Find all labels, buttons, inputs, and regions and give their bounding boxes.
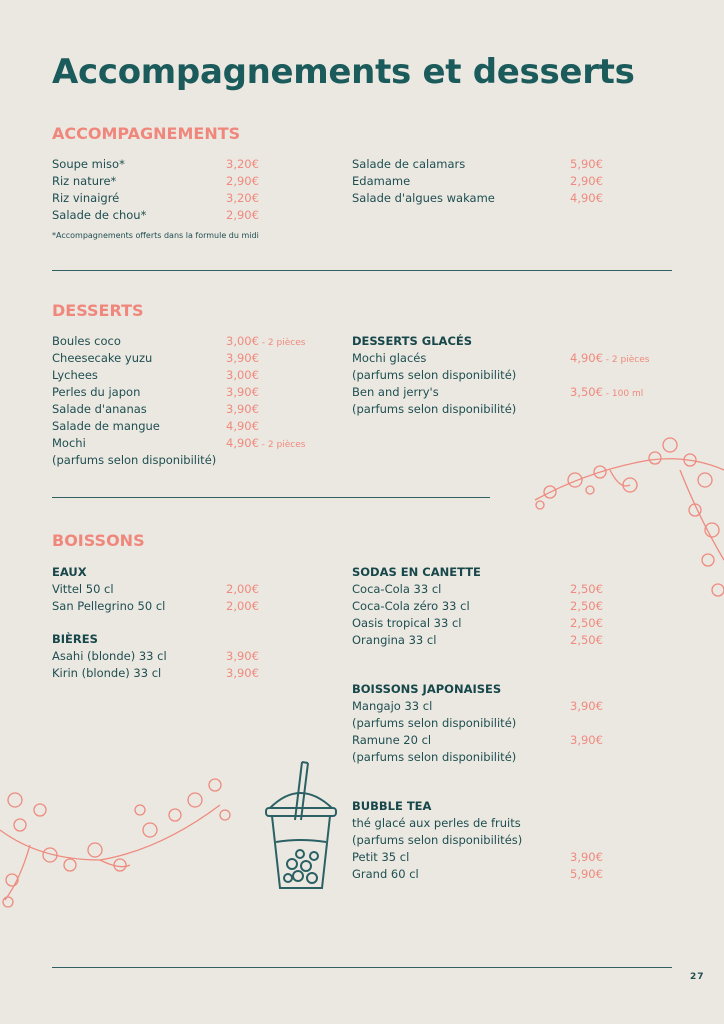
item-name: Perles du japon — [52, 385, 141, 399]
item-name: BIÈRES — [52, 632, 98, 646]
item-price — [226, 581, 259, 598]
price-value: 4,90€ — [226, 419, 259, 433]
item-name: Coca-Cola 33 cl — [352, 582, 442, 596]
price-value: 2,50€ — [570, 582, 603, 596]
section-heading-boissons: BOISSONS — [52, 531, 145, 550]
item-price — [570, 849, 603, 866]
item-price — [226, 665, 259, 682]
price-value: 3,00€ — [226, 368, 259, 382]
price-value: 3,20€ — [226, 157, 259, 171]
item-name: Soupe miso* — [52, 157, 125, 171]
item-price — [570, 156, 603, 173]
item-price — [226, 350, 259, 367]
item-price — [570, 632, 603, 649]
price-note: - 2 pièces — [258, 440, 306, 450]
price-value: 4,90€ — [570, 351, 603, 365]
item-name: Mochi — [52, 436, 86, 450]
item-price — [570, 350, 649, 369]
item-name: Coca-Cola zéro 33 cl — [352, 599, 470, 613]
item-name: Ramune 20 cl — [352, 733, 432, 747]
price-note: - 2 pièces — [602, 355, 650, 365]
price-value: 2,50€ — [570, 599, 603, 613]
item-name: Petit 35 cl — [352, 850, 410, 864]
item-name: San Pellegrino 50 cl — [52, 599, 166, 613]
price-note: - 100 ml — [602, 389, 644, 399]
price-value: 2,50€ — [570, 633, 603, 647]
item-name: Cheesecake yuzu — [52, 351, 153, 365]
item-price — [226, 435, 305, 454]
item-price — [226, 173, 259, 190]
item-name: Ben and jerry's — [352, 385, 439, 399]
page-title: Accompagnements et desserts — [52, 52, 635, 92]
item-price — [226, 648, 259, 665]
item-name: Salade d'ananas — [52, 402, 147, 416]
price-value: 5,90€ — [570, 157, 603, 171]
item-name: (parfums selon disponibilité) — [352, 368, 517, 382]
item-name: thé glacé aux perles de fruits — [352, 816, 521, 830]
item-name: Riz vinaigré — [52, 191, 120, 205]
item-name: (parfums selon disponibilités) — [352, 833, 523, 847]
item-name: BOISSONS JAPONAISES — [352, 682, 502, 696]
price-value: 3,90€ — [570, 850, 603, 864]
item-name: Salade de calamars — [352, 157, 466, 171]
footnote: *Accompagnements offerts dans la formule du midi — [52, 231, 259, 240]
section-heading-desserts: DESSERTS — [52, 301, 144, 320]
item-price — [570, 866, 603, 883]
item-name: Boules coco — [52, 334, 121, 348]
item-name: Asahi (blonde) 33 cl — [52, 649, 167, 663]
item-price — [570, 384, 643, 403]
item-name: (parfums selon disponibilité) — [52, 453, 217, 467]
item-name: (parfums selon disponibilité) — [352, 402, 517, 416]
item-price — [226, 384, 259, 401]
price-value: 3,50€ — [570, 385, 603, 399]
price-value: 3,90€ — [226, 649, 259, 663]
divider — [52, 967, 672, 968]
item-name: Salade de mangue — [52, 419, 160, 433]
price-value: 4,90€ — [570, 191, 603, 205]
section-heading-accompagnements: ACCOMPAGNEMENTS — [52, 124, 241, 143]
page-number: 27 — [690, 972, 705, 982]
item-price — [570, 190, 603, 207]
price-value: 3,00€ — [226, 334, 259, 348]
item-name: (parfums selon disponibilité) — [352, 716, 517, 730]
price-value: 2,00€ — [226, 599, 259, 613]
price-value: 2,00€ — [226, 582, 259, 596]
price-value: 3,20€ — [226, 191, 259, 205]
item-price — [570, 615, 603, 632]
divider — [52, 497, 490, 498]
item-price — [226, 207, 259, 224]
item-name: Riz nature* — [52, 174, 117, 188]
item-price — [570, 173, 603, 190]
price-value: 3,90€ — [226, 351, 259, 365]
bubble-tea-icon — [262, 760, 342, 895]
item-name: Lychees — [52, 368, 98, 382]
item-name: Oasis tropical 33 cl — [352, 616, 462, 630]
price-value: 2,50€ — [570, 616, 603, 630]
item-price — [570, 732, 603, 749]
price-value: 5,90€ — [570, 867, 603, 881]
price-value: 3,90€ — [226, 402, 259, 416]
item-name: Orangina 33 cl — [352, 633, 437, 647]
price-value: 4,90€ — [226, 436, 259, 450]
price-value: 2,90€ — [226, 208, 259, 222]
cherry-blossom-decoration — [0, 770, 235, 910]
item-name: DESSERTS GLACÉS — [352, 334, 473, 348]
item-name: Mangajo 33 cl — [352, 699, 433, 713]
price-note: - 2 pièces — [258, 338, 306, 348]
price-value: 3,90€ — [570, 699, 603, 713]
divider — [52, 270, 672, 271]
item-name: Mochi glacés — [352, 351, 427, 365]
cherry-blossom-decoration — [530, 430, 724, 610]
item-name: Grand 60 cl — [352, 867, 419, 881]
item-price — [226, 156, 259, 173]
price-value: 2,90€ — [570, 174, 603, 188]
item-name: Kirin (blonde) 33 cl — [52, 666, 162, 680]
item-price — [226, 598, 259, 615]
item-name: Edamame — [352, 174, 411, 188]
price-value: 2,90€ — [226, 174, 259, 188]
price-value: 3,90€ — [570, 733, 603, 747]
item-name: (parfums selon disponibilité) — [352, 750, 517, 764]
price-value: 3,90€ — [226, 385, 259, 399]
item-name: SODAS EN CANETTE — [352, 565, 481, 579]
item-name: EAUX — [52, 565, 87, 579]
item-name: Salade de chou* — [52, 208, 147, 222]
item-price — [226, 401, 259, 418]
item-price — [226, 190, 259, 207]
item-price — [226, 367, 259, 384]
item-price — [570, 698, 603, 715]
item-name: BUBBLE TEA — [352, 799, 432, 813]
item-name: Salade d'algues wakame — [352, 191, 495, 205]
price-value: 3,90€ — [226, 666, 259, 680]
item-price — [226, 418, 259, 435]
item-name: Vittel 50 cl — [52, 582, 114, 596]
